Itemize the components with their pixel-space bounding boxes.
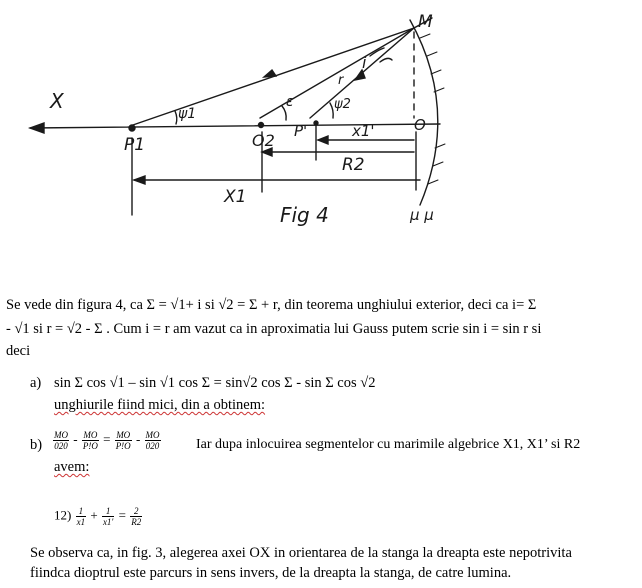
label-phi1: ψ1 [178, 106, 197, 122]
item-a-note: unghiurile fiind mici, din a obtinem: [54, 397, 266, 413]
item-a-formula: sin Σ cos √1 – sin √1 cos Σ = sin√2 cos Σ - sin Σ cos √2 [54, 375, 376, 391]
frac-1-x1: $\frac{1}{x1}$ [76, 506, 86, 527]
label-P1: P1 [124, 135, 146, 155]
item-b-formula: $\frac{MO}{020}$ - $\frac{MO}{P!O}$ = $\frac{MO}{P!O}$ - $\frac{MO}{020}$ [54, 430, 160, 451]
label-x1p: x1' [352, 122, 375, 140]
label-mu: μ μ [410, 206, 434, 224]
label-X1: X1 [224, 187, 247, 207]
angle-arc-phi1 [175, 111, 177, 124]
item-b-text2: avem: [54, 459, 90, 475]
label-r: r [338, 73, 344, 88]
fraction-1: $\frac{MO}{020}$ [54, 430, 68, 451]
fraction-4: $\frac{MO}{020}$ [145, 430, 160, 451]
label-R2: R2 [342, 155, 365, 175]
frac-2-R2: $\frac{2}{R2}$ [131, 506, 142, 527]
equation-12: 12) $\frac{1}{x1}$ + $\frac{1}{x1'}$ = $\frac{2}{R2}$ [54, 506, 142, 527]
fraction-2: $\frac{MO}{P!O}$ [82, 430, 98, 451]
paragraph-line-1: Se vede din figura 4, ca Σ = √1+ i si √2 = Σ + r, din teorema unghiului exterior, deci ca i= Σ [6, 297, 537, 313]
paragraph-line-2: - √1 si r = √2 - Σ . Cum i = r am vazut ca in aproximatia lui Gauss putem scrie sin i = sin r si [6, 321, 542, 337]
item-b-marker: b) [30, 437, 43, 453]
dioptre-hatching [420, 34, 445, 184]
label-O2: O2 [252, 131, 275, 150]
label-eps: ε [286, 94, 294, 110]
ray-arrow-1 [264, 70, 276, 77]
label-M: M [418, 12, 433, 32]
item-a-marker: a) [30, 375, 42, 391]
closing-line-1: Se observa ca, in fig. 3, alegerea axei OX in orientarea de la stanga la dreapta este nepotrivita [30, 545, 572, 561]
closing-line-2: fiindca dioptrul este parcurs in sens invers, de la dreapta la stanga, de catre lumina. [30, 565, 512, 581]
figure-caption: Fig 4 [280, 203, 329, 227]
axis-arrowhead [30, 123, 44, 133]
angle-arc-phi2 [330, 103, 333, 118]
label-phi2: ψ2 [334, 97, 351, 112]
dim-X1-arrow [134, 176, 145, 184]
fraction-3: $\frac{MO}{P!O}$ [115, 430, 131, 451]
angle-arc-r [380, 58, 392, 62]
optics-diagram-fig4 [0, 0, 642, 290]
point-O2 [259, 123, 264, 128]
equation-label: 12) [54, 507, 72, 523]
optical-axis [30, 124, 440, 128]
label-i: i [362, 53, 367, 72]
label-Pp: P' [294, 122, 308, 140]
paragraph-line-3: deci [6, 343, 31, 359]
point-P1 [129, 125, 135, 131]
label-X: X [50, 89, 64, 113]
label-O: O [414, 116, 426, 134]
frac-1-x1p: $\frac{1}{x1'}$ [102, 506, 114, 527]
item-b-text: Iar dupa inlocuirea segmentelor cu marimile algebrice X1, X1’ si R2 [196, 437, 581, 452]
dim-x1p-arrow [318, 136, 328, 144]
point-Pp [314, 121, 318, 125]
